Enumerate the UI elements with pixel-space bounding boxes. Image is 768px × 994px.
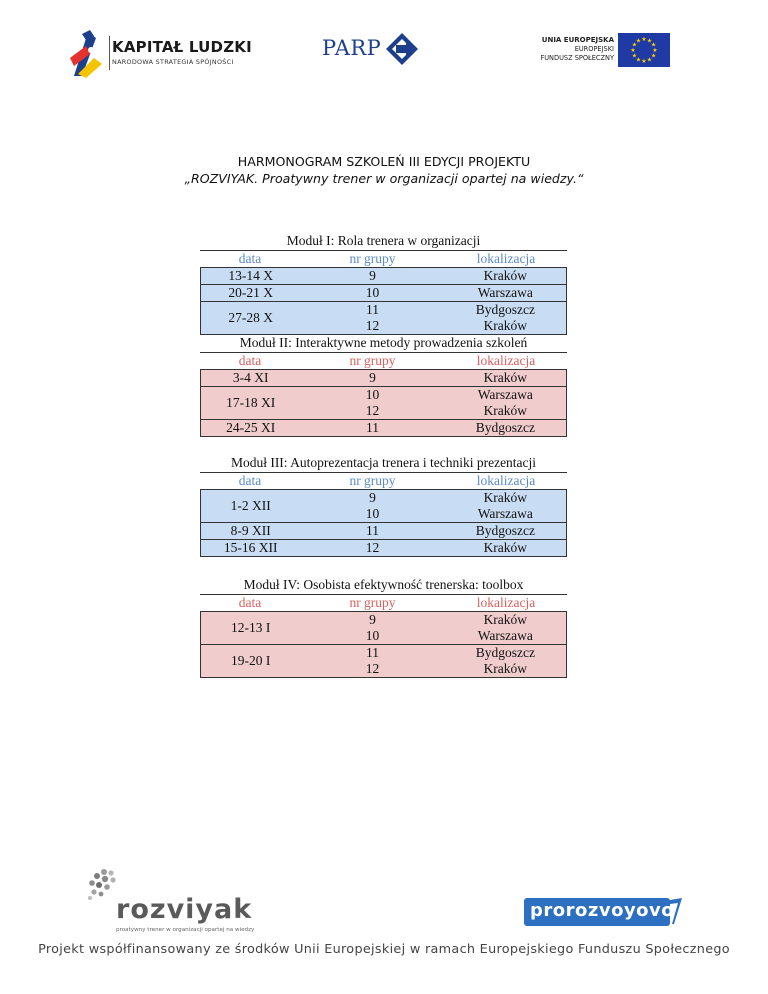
row-locations: [445, 645, 566, 677]
module-title: Moduł I: Rola trenera w organizacji: [200, 232, 567, 251]
parp-arrows-icon: [386, 33, 418, 65]
group-number: 11: [366, 420, 380, 435]
group-number: 9: [369, 370, 376, 385]
module-body: [200, 611, 567, 678]
column-header-location: lokalizacja: [476, 473, 536, 488]
eu-line-1: UNIA EUROPEJSKA: [541, 36, 614, 44]
eu-star-icon: ★: [631, 53, 638, 60]
location-name: Kraków: [483, 540, 528, 555]
eu-logo: [520, 30, 670, 70]
location-name: Kraków: [483, 318, 528, 333]
table-row: [201, 370, 566, 387]
location-name: Warszawa: [477, 506, 533, 521]
column-header-group: nr grupy: [349, 353, 396, 368]
eu-star-icon: ★: [635, 57, 642, 64]
row-groups: [300, 490, 444, 522]
eu-star-icon: ★: [635, 38, 642, 45]
rozviyak-tagline: proatywny trener w organizacji opartej na wiedzy: [116, 927, 255, 933]
column-header-date: data: [238, 595, 262, 610]
group-number: 10: [365, 387, 380, 402]
eu-star-icon: ★: [630, 48, 636, 55]
column-header-group: nr grupy: [349, 473, 396, 488]
module-title: Moduł III: Autoprezentacja trenera i techniki prezentacji: [200, 454, 567, 473]
eu-star-icon: ★: [641, 37, 647, 44]
eu-star-icon: ★: [652, 48, 658, 55]
column-header-date: data: [238, 353, 262, 368]
row-date: 20-21 X: [228, 285, 274, 300]
location-name: Warszawa: [477, 387, 533, 402]
table-row: [201, 490, 566, 523]
eu-line-3: FUNDUSZ SPOŁECZNY: [540, 54, 614, 62]
column-header-group: nr grupy: [349, 251, 396, 266]
module-body: [200, 489, 567, 557]
module-body: [200, 369, 567, 437]
location-name: Warszawa: [477, 628, 533, 643]
column-headers: [200, 251, 567, 267]
table-row: [201, 645, 566, 677]
row-locations: [445, 523, 566, 539]
table-row: [201, 420, 566, 436]
location-name: Kraków: [483, 661, 528, 676]
table-row: [201, 523, 566, 540]
row-groups: [300, 420, 444, 436]
location-name: Kraków: [483, 370, 528, 385]
module-table: [200, 334, 567, 437]
row-groups: [300, 268, 444, 284]
row-groups: [300, 370, 444, 386]
group-number: 10: [365, 506, 380, 521]
eu-star-icon: ★: [650, 53, 657, 60]
table-row: [201, 540, 566, 556]
eu-line-2: EUROPEJSKI: [574, 45, 614, 53]
group-number: 9: [369, 612, 376, 627]
row-date: 1-2 XII: [230, 498, 271, 513]
kapital-divider: [109, 36, 110, 70]
group-number: 9: [369, 490, 376, 505]
eu-flag-icon: [618, 33, 670, 67]
row-locations: [445, 540, 566, 556]
module-table: [200, 232, 567, 335]
row-groups: [300, 645, 444, 677]
prorozvoyovo-logo: [524, 898, 686, 928]
location-name: Kraków: [483, 403, 528, 418]
eu-star-icon: ★: [631, 42, 638, 49]
column-header-location: lokalizacja: [476, 251, 536, 266]
location-name: Bydgoszcz: [475, 302, 535, 317]
row-date: 13-14 X: [228, 268, 274, 283]
document-subtitle: „ROZVIYAK. Proatywny trener w organizacji opartej na wiedzy.“: [184, 171, 584, 186]
row-groups: [300, 540, 444, 556]
row-groups: [300, 523, 444, 539]
prorozvoyovo-wordmark: prorozvoyovo: [530, 900, 675, 921]
row-groups: [300, 387, 444, 419]
row-locations: [445, 420, 566, 436]
column-headers: [200, 353, 567, 369]
location-name: Bydgoszcz: [475, 645, 535, 660]
table-row: [201, 268, 566, 285]
group-number: 12: [365, 661, 380, 676]
eu-star-icon: ★: [641, 59, 647, 66]
document-title: HARMONOGRAM SZKOLEŃ III EDYCJI PROJEKTU: [237, 154, 531, 169]
row-date: 3-4 XI: [232, 370, 269, 385]
group-number: 11: [366, 523, 380, 538]
column-header-location: lokalizacja: [476, 353, 536, 368]
group-number: 11: [366, 645, 380, 660]
group-number: 12: [365, 403, 380, 418]
table-row: [201, 302, 566, 334]
row-date: 19-20 I: [231, 653, 271, 668]
group-number: 11: [366, 302, 380, 317]
group-number: 10: [365, 285, 380, 300]
parp-wordmark: PARP: [322, 36, 382, 60]
row-locations: [445, 490, 566, 522]
column-header-date: data: [238, 251, 262, 266]
column-header-group: nr grupy: [349, 595, 396, 610]
column-headers: [200, 473, 567, 489]
module-title: Moduł IV: Osobista efektywność trenerska: toolbox: [200, 576, 567, 595]
row-groups: [300, 302, 444, 334]
column-header-date: data: [238, 473, 262, 488]
kapital-ludzki-subtitle: NARODOWA STRATEGIA SPÓJNOŚCI: [112, 58, 234, 66]
row-locations: [445, 612, 566, 644]
group-number: 12: [365, 540, 380, 555]
column-headers: [200, 595, 567, 611]
eu-star-icon: ★: [650, 42, 657, 49]
module-table: [200, 576, 567, 678]
location-name: Bydgoszcz: [475, 420, 535, 435]
row-locations: [445, 285, 566, 301]
location-name: Bydgoszcz: [475, 523, 535, 538]
kapital-ludzki-emblem-icon: [68, 28, 108, 78]
eu-logo-text: [540, 36, 614, 63]
module-table: [200, 454, 567, 557]
module-body: [200, 267, 567, 335]
location-name: Kraków: [483, 612, 528, 627]
row-date: 8-9 XII: [230, 523, 271, 538]
kapital-ludzki-logo: [68, 28, 252, 78]
table-row: [201, 285, 566, 302]
row-locations: [445, 302, 566, 334]
group-number: 10: [365, 628, 380, 643]
location-name: Kraków: [483, 268, 528, 283]
eu-star-icon: ★: [646, 57, 653, 64]
column-header-location: lokalizacja: [476, 595, 536, 610]
kapital-ludzki-title: KAPITAŁ LUDZKI: [112, 38, 252, 56]
row-locations: [445, 268, 566, 284]
cofinanced-notice: Projekt współfinansowany ze środków Unii Europejskiej w ramach Europejskiego Funduszu Społecznego: [38, 942, 730, 957]
location-name: Warszawa: [477, 285, 533, 300]
row-groups: [300, 612, 444, 644]
parp-logo: [322, 33, 422, 67]
prorozvoyovo-badge: [524, 898, 675, 926]
group-number: 9: [369, 268, 376, 283]
table-row: [201, 612, 566, 645]
row-date: 15-16 XII: [223, 540, 278, 555]
row-date: 12-13 I: [231, 620, 271, 635]
table-row: [201, 387, 566, 420]
eu-star-icon: ★: [646, 38, 653, 45]
prorozvoyovo-swoosh-icon: [670, 898, 684, 926]
row-date: 24-25 XI: [226, 420, 276, 435]
group-number: 12: [365, 318, 380, 333]
row-locations: [445, 370, 566, 386]
row-date: 27-28 X: [228, 310, 274, 325]
rozviyak-wordmark: rozviyak: [116, 894, 253, 925]
module-title: Moduł II: Interaktywne metody prowadzenia szkoleń: [200, 334, 567, 353]
row-date: 17-18 XI: [226, 395, 276, 410]
location-name: Kraków: [483, 490, 528, 505]
row-groups: [300, 285, 444, 301]
rozviyak-logo: [86, 868, 255, 938]
row-locations: [445, 387, 566, 419]
